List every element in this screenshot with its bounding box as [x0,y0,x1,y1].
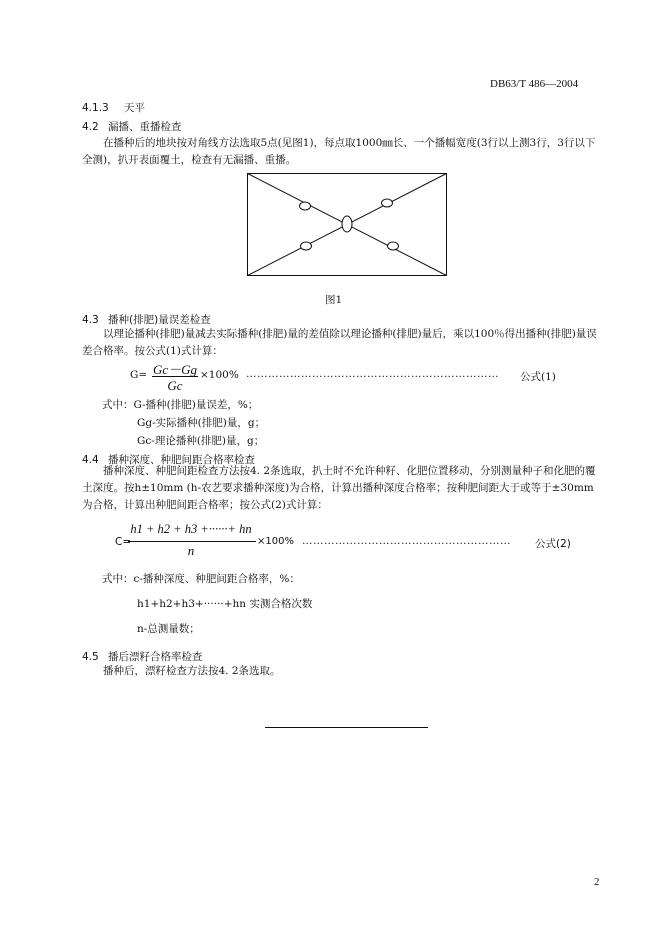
formula-1-tag: 公式(1) [520,371,556,383]
formula-2-leader-dots: ………………………………………………… [302,535,511,547]
heading-4-1-3 [82,100,145,115]
heading-4-2 [82,119,182,134]
section-title: 播种(排肥)量误差检查 [108,314,211,326]
section-number: 4.4 [82,454,99,466]
formula-1-lhs: G= [130,369,148,381]
page-number: 2 [594,876,600,888]
end-rule [265,727,428,728]
section-title: 播后漂籽合格率检查 [108,651,203,663]
diagonal-sampling-figure [247,173,447,276]
formula-1-factor: ×100% [200,369,239,381]
sample-point [388,242,399,250]
formula-2-factor: ×100% [257,536,294,547]
document-code: DB63/T 486—2004 [490,78,579,90]
paragraph-4-3: 以理论播种(排肥)量减去实际播种(排肥)量的差值除以理论播种(排肥)量后，乘以100％得出播种(排肥)量误差合格率。按公式(1)式计算： [82,328,597,357]
sample-point [300,202,311,210]
paragraph-4-4: 播种深度、种肥间距检查方法按4. 2条选取，扒土时不允许种籽、化肥位置移动，分别测量种子和化肥的覆土深度。按h±10mm (h-农艺要求播种深度)为合格，计算出播种深度合格率；按种肥间距大于或等于±30mm为合格，计算出种肥间距合格率；按公式(2)式计算： [82,465,596,511]
formula-1-denominator: Gc [167,378,183,393]
formula-2-fraction-bar [128,541,256,542]
paragraph-4-5: 播种后，漂籽检查方法按4. 2条选取。 [103,665,281,677]
sample-point-center [342,216,352,232]
figure-caption: 图1 [325,294,343,306]
section-title: 漏播、重播检查 [108,121,182,133]
formula-2-def: n-总测量数； [137,623,200,635]
section-number: 4.5 [82,651,99,663]
formula-2-where: 式中：c-播种深度、种肥间距合格率，%： [102,573,300,585]
formula-1-def: Gg-实际播种(排肥)量，g； [137,417,266,429]
formula-2-denominator: n [187,543,195,558]
paragraph-4-2: 在播种后的地块按对角线方法选取5点(见图1)，每点取1000㎜长、一个播幅宽度(3行以上测3行，3行以下全测)，扒开表面覆土，检查有无漏播、重播。 [82,137,596,166]
formula-2-def: h1+h2+h3+······+hn 实测合格次数 [137,598,313,610]
formula-1-where: 式中：G-播种(排肥)量误差，%； [102,399,259,411]
formula-1-def: Gc-理论播种(排肥)量，g； [137,435,265,447]
heading-4-5 [82,649,203,664]
section-number: 4.2 [82,121,99,133]
formula-2-tag: 公式(2) [535,538,571,550]
sample-point [382,199,393,207]
sample-point [301,242,312,250]
formula-1-leader-dots: …………………………………………………………… [246,368,499,380]
formula-2-lhs: C= [115,536,132,548]
section-number: 4.1.3 [82,102,109,114]
formula-1-numerator: Gc－Gg [152,362,198,377]
heading-4-3 [82,312,211,327]
section-number: 4.3 [82,314,99,326]
formula-1-fraction-bar [152,376,198,377]
section-title: 天平 [124,102,145,114]
formula-2-numerator: h1 + h2 + h3 +······+ hn [130,522,252,536]
section-title: 播种深度、种肥间距合格率检查 [108,454,255,466]
